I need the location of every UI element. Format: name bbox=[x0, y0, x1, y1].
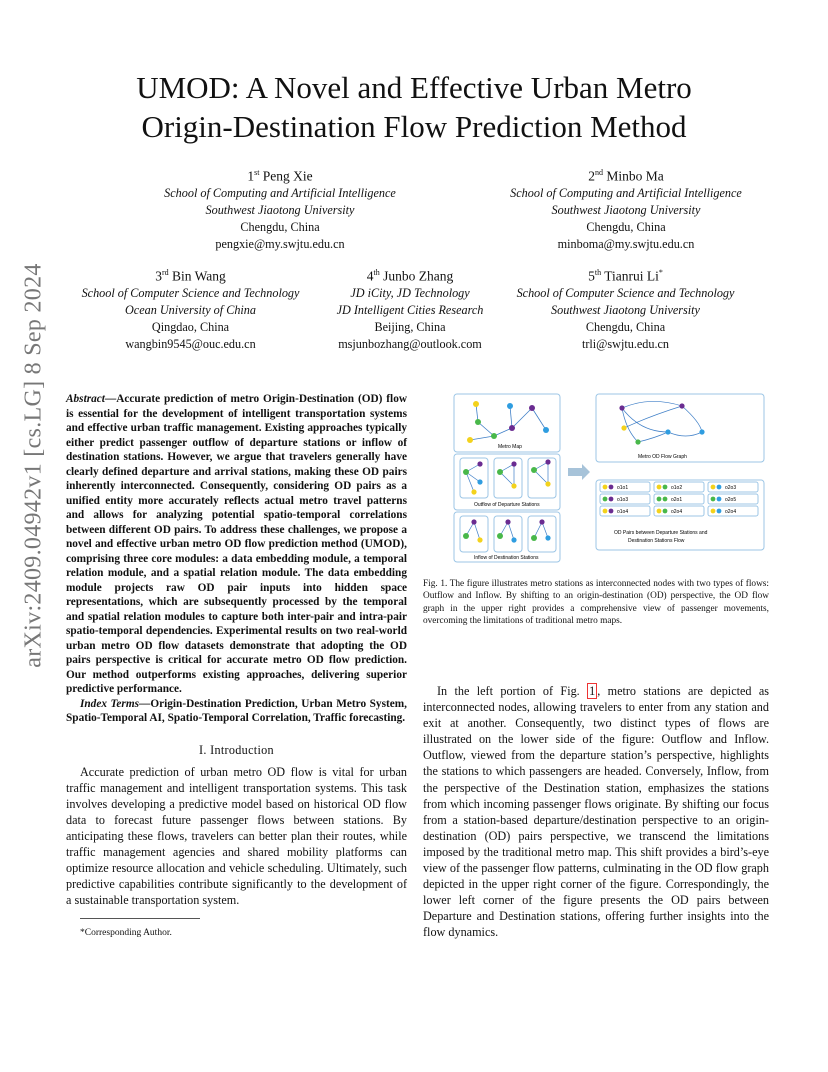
od-dest-dot bbox=[609, 497, 614, 502]
author-email[interactable]: trli@swjtu.edu.cn bbox=[581, 336, 670, 351]
author-block-3 bbox=[58, 264, 323, 353]
od-pair-label: o1o3 bbox=[617, 497, 629, 503]
svg-text:Outflow of Departure Stations: Outflow of Departure Stations bbox=[474, 502, 540, 508]
od-origin-dot bbox=[603, 485, 608, 490]
author-affiliation: Southwest Jiaotong University bbox=[205, 202, 355, 217]
od-origin-dot bbox=[657, 485, 662, 490]
title-line-2: Origin-Destination Flow Prediction Method bbox=[141, 109, 687, 144]
index-terms-label: Index Terms bbox=[80, 697, 140, 710]
od-pair-label: o2o3 bbox=[725, 485, 737, 491]
od-dest-dot bbox=[663, 509, 668, 514]
author-affiliation: School of Computer Science and Technology bbox=[516, 285, 735, 300]
author-city: Beijing, China bbox=[374, 319, 446, 334]
author-block-1 bbox=[130, 164, 430, 253]
index-terms-text: —Origin-Destination Prediction, Urban Metro System, Spatio-Temporal AI, Spatio-Temporal Correlation, Traffic forecasting. bbox=[66, 697, 407, 724]
od-dest-dot bbox=[609, 509, 614, 514]
author-city: Qingdao, China bbox=[151, 319, 230, 334]
od-pair-label: o1o1 bbox=[617, 485, 629, 491]
od-dest-dot bbox=[717, 509, 722, 514]
svg-text:Metro OD Flow Graph: Metro OD Flow Graph bbox=[638, 454, 687, 460]
metro-flow-figure bbox=[450, 392, 768, 564]
left-column bbox=[66, 392, 407, 942]
svg-text:Inflow of Destination Stations: Inflow of Destination Stations bbox=[474, 555, 539, 561]
author-affiliation: School of Computer Science and Technology bbox=[81, 285, 300, 300]
svg-text:OD Pairs between Departure Sta: OD Pairs between Departure Stations and bbox=[614, 530, 708, 536]
od-origin-dot bbox=[711, 497, 716, 502]
author-affiliation: School of Computing and Artificial Intelligence bbox=[510, 185, 742, 200]
index-terms bbox=[66, 697, 407, 726]
od-pair-label: o2o4 bbox=[725, 509, 737, 515]
author-name: 5th Tianrui Li* bbox=[588, 268, 663, 284]
od-dest-dot bbox=[717, 485, 722, 490]
figure-1 bbox=[450, 392, 768, 564]
author-city: Chengdu, China bbox=[585, 319, 666, 334]
arxiv-stamp: arXiv:2409.04942v1 [cs.LG] 8 Sep 2024 bbox=[20, 263, 47, 668]
body-paragraph: In the left portion of Fig. 1 , metro stations are depicted as interconnected nodes, allowing travelers to enter from any station and exit at another. Consequently, two distinct types of flows are illustrated on the lower side of the figure: Outflow and Inflow. Outflow, viewed from the departure station’s perspective, highlights the stations to which passengers are headed. Conversely, Inflow, from the perspective of the Destination station, emphasizes the stations from which incoming passenger flows originate. By shifting our focus from a station-based departure/destination perspective to an origin-destination (OD) pairs perspective, we transcend the limitations imposed by the traditional metro map. This shift provides a bird’s-eye view of the passenger flow patterns, culminating in the OD flow graph depicted in the upper right corner of the figure. Correspondingly, the lower left corner of the figure presents the OD pairs between Departure and Destination stations, offering further insights into the flow dynamics. bbox=[423, 684, 769, 940]
figure-reference-link[interactable]: 1 bbox=[589, 684, 596, 698]
author-affiliation: School of Computing and Artificial Intelligence bbox=[164, 185, 396, 200]
author-email[interactable]: msjunbozhang@outlook.com bbox=[338, 336, 482, 351]
title-line-1: UMOD: A Novel and Effective Urban Metro bbox=[136, 70, 692, 105]
figure-caption: Fig. 1. The figure illustrates metro stations as interconnected nodes with two types of flows: Outflow and Inflow. By shifting to an origin-destination (OD) perspective, the OD flow graph in the upper right provides a comprehensive view of passenger movements, overcoming the limitations of traditional metro maps. bbox=[423, 579, 769, 626]
od-origin-dot bbox=[657, 497, 662, 502]
section-heading: I. Introduction bbox=[199, 742, 274, 757]
author-name: 1st Peng Xie bbox=[247, 168, 313, 184]
od-dest-dot bbox=[717, 497, 722, 502]
author-name: 3rd Bin Wang bbox=[155, 268, 226, 284]
author-email[interactable]: pengxie@my.swjtu.edu.cn bbox=[215, 236, 345, 251]
author-affiliation: Ocean University of China bbox=[125, 302, 256, 317]
abstract-label: Abstract bbox=[66, 393, 105, 405]
od-pair-label: o2o4 bbox=[671, 509, 683, 515]
author-block-2 bbox=[476, 164, 776, 253]
od-pair-label: o2o5 bbox=[725, 497, 737, 503]
right-column bbox=[423, 683, 769, 941]
od-origin-dot bbox=[711, 509, 716, 514]
author-email[interactable]: minboma@my.swjtu.edu.cn bbox=[557, 236, 695, 251]
od-dest-dot bbox=[609, 485, 614, 490]
od-pair-label: o1o2 bbox=[671, 485, 683, 491]
od-pair-label: o1o4 bbox=[617, 509, 629, 515]
author-block-4 bbox=[318, 264, 502, 353]
od-dest-dot bbox=[663, 497, 668, 502]
author-email[interactable]: wangbin9545@ouc.edu.cn bbox=[125, 336, 256, 351]
author-affiliation: JD Intelligent Cities Research bbox=[336, 302, 484, 317]
intro-paragraph: Accurate prediction of urban metro OD flow is vital for urban traffic management and intelligent transportation systems. This task involves developing a predictive model based on historical OD flow data to forecast future passenger flows between stations. By anticipating these flows, travelers can better plan their routes, while traffic management agencies and shared mobility platforms can optimize resource allocation and vehicle scheduling. Ultimately, such predictive capabilities contribute significantly to the development of a sustainable transportation system. bbox=[66, 764, 407, 908]
footnote: *Corresponding Author. bbox=[80, 928, 172, 939]
author-name: 4th Junbo Zhang bbox=[366, 268, 454, 284]
paper-title bbox=[60, 68, 768, 146]
svg-text:Metro Map: Metro Map bbox=[498, 444, 522, 450]
od-origin-dot bbox=[657, 509, 662, 514]
author-city: Chengdu, China bbox=[586, 219, 666, 234]
author-affiliation: JD iCity, JD Technology bbox=[350, 285, 470, 300]
author-affiliation: Southwest Jiaotong University bbox=[551, 202, 701, 217]
od-dest-dot bbox=[663, 485, 668, 490]
od-origin-dot bbox=[711, 485, 716, 490]
author-name: 2nd Minbo Ma bbox=[588, 168, 664, 184]
svg-text:Destination Stations Flow: Destination Stations Flow bbox=[628, 538, 685, 544]
author-block-5 bbox=[493, 264, 758, 353]
abstract bbox=[66, 392, 407, 697]
od-pair-label: o2o1 bbox=[671, 497, 683, 503]
od-origin-dot bbox=[603, 509, 608, 514]
author-affiliation: Southwest Jiaotong University bbox=[551, 302, 700, 317]
od-origin-dot bbox=[603, 497, 608, 502]
author-city: Chengdu, China bbox=[240, 219, 320, 234]
abstract-text: —Accurate prediction of metro Origin-Destination (OD) flow is essential for the development of intelligent transportation systems and effective urban traffic management. Existing approaches typically either predict passenger outflow of departure stations or inflow of destination stations. However, we argue that travelers generally have clearly defined departure and arrival stations, making these OD pairs inherently interconnected. Consequently, considering OD pairs as a unified entity more accurately reflects actual metro travel patterns and allows for analyzing potential spatio-temporal correlations between different OD pairs. To address these challenges, we propose a novel and effective urban metro OD flow prediction method (UMOD), comprising three core modules: a data embedding module, a temporal relation module, and a spatial relation module. The data embedding module projects raw OD pair inputs into hidden space representations, which are subsequently processed by the temporal and spatial relation modules to capture both inter-pair and intra-pair spatio-temporal dependencies. Experimental results on two real-world urban metro OD flow datasets demonstrate that adopting the OD pairs perspective is critical for accurate metro OD flow prediction. Our method outperforms existing approaches, delivering superior predictive performance. bbox=[66, 393, 407, 695]
